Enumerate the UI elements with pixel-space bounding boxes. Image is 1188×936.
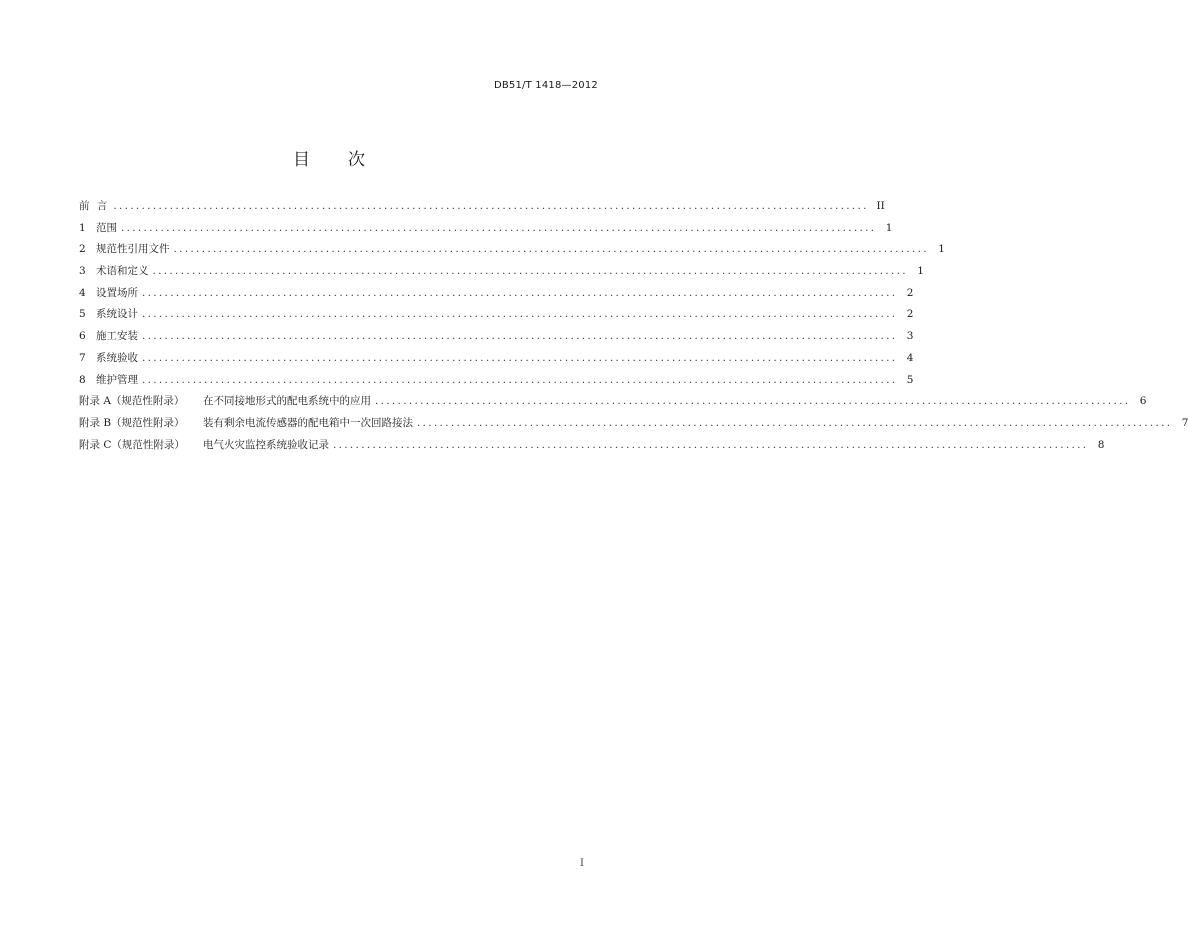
toc-entry-title: 前 言 [79,200,110,212]
dot-leader: ...................................................................................................................................... [142,373,898,386]
toc-entry-7[interactable] [79,350,914,372]
toc-entry-page: 3 [906,330,914,343]
toc-entry-number: 8 [79,373,86,386]
dot-leader: ...................................................................................................................................... [152,265,908,278]
dot-leader: ...................................................................................................................................... [333,438,1089,451]
dot-leader: ...................................................................................................................................... [142,286,898,299]
dot-leader: ...................................................................................................................................... [173,243,929,256]
toc-entry-2[interactable] [79,241,945,263]
toc-entry-title: 系统设计 [96,308,138,321]
toc-entry-page: 6 [1139,395,1147,408]
page-title [0,145,662,170]
toc-entry-page: 4 [906,351,914,364]
toc-entry-page: 1 [917,265,924,278]
dot-leader: ...................................................................................................................................... [375,395,1131,408]
toc-entry-title: 术语和定义 [96,265,149,278]
toc-entry-annex-b[interactable] [79,415,1188,437]
dot-leader: ...................................................................................................................................... [142,330,898,343]
toc-entry-page: 2 [906,308,914,321]
annex-label: 附录 C（规范性附录） [79,438,185,451]
toc-entry-1[interactable] [79,220,893,242]
toc-entry-number: 1 [79,221,86,234]
toc-entry-number: 6 [79,330,86,343]
toc-entry-number: 7 [79,351,86,364]
dot-leader: ...................................................................................................................................... [121,221,877,234]
toc-entry-title: 施工安装 [96,330,138,343]
toc-entry-title: 装有剩余电流传感器的配电箱中一次回路接法 [203,416,413,429]
toc-entry-page: 7 [1181,416,1188,429]
toc-entry-foreword[interactable] [79,198,885,220]
dot-leader: ...................................................................................................................................... [417,416,1173,429]
toc-entry-title: 范围 [96,221,117,234]
toc-entry-page: 2 [906,286,914,299]
page-number: I [580,858,584,869]
toc-entry-title: 设置场所 [96,286,138,299]
toc-entry-page: II [876,200,885,212]
title-char-2: 次 [348,150,369,170]
dot-leader: ...................................................................................................................................... [142,308,898,321]
toc-entry-title: 维护管理 [96,373,138,386]
toc-entry-title: 规范性引用文件 [96,243,170,256]
toc-entry-page: 1 [885,221,893,234]
toc-entry-title: 系统验收 [96,351,138,364]
title-char-1: 目 [293,150,314,170]
toc-entry-number: 2 [79,243,86,256]
toc-entry-number: 3 [79,265,86,278]
table-of-contents [79,198,1188,458]
toc-entry-5[interactable] [79,306,914,328]
toc-entry-page: 5 [906,373,914,386]
toc-entry-number: 4 [79,286,86,299]
toc-entry-page: 8 [1097,438,1105,451]
toc-entry-title: 电气火灾监控系统验收记录 [203,438,329,451]
toc-entry-4[interactable] [79,285,914,307]
toc-entry-6[interactable] [79,328,914,350]
toc-entry-page: 1 [938,243,945,256]
annex-label: 附录 B（规范性附录） [79,416,185,429]
toc-entry-8[interactable] [79,372,914,394]
toc-entry-number: 5 [79,308,86,321]
dot-leader: ...................................................................................................................................... [113,200,869,212]
standard-code: DB51/T 1418—2012 [493,80,598,91]
toc-entry-annex-a[interactable] [79,393,1147,415]
dot-leader: ...................................................................................................................................... [142,351,898,364]
annex-label: 附录 A（规范性附录） [79,395,185,408]
toc-entry-annex-c[interactable] [79,437,1105,459]
toc-entry-title: 在不同接地形式的配电系统中的应用 [203,395,371,408]
toc-entry-3[interactable] [79,263,924,285]
